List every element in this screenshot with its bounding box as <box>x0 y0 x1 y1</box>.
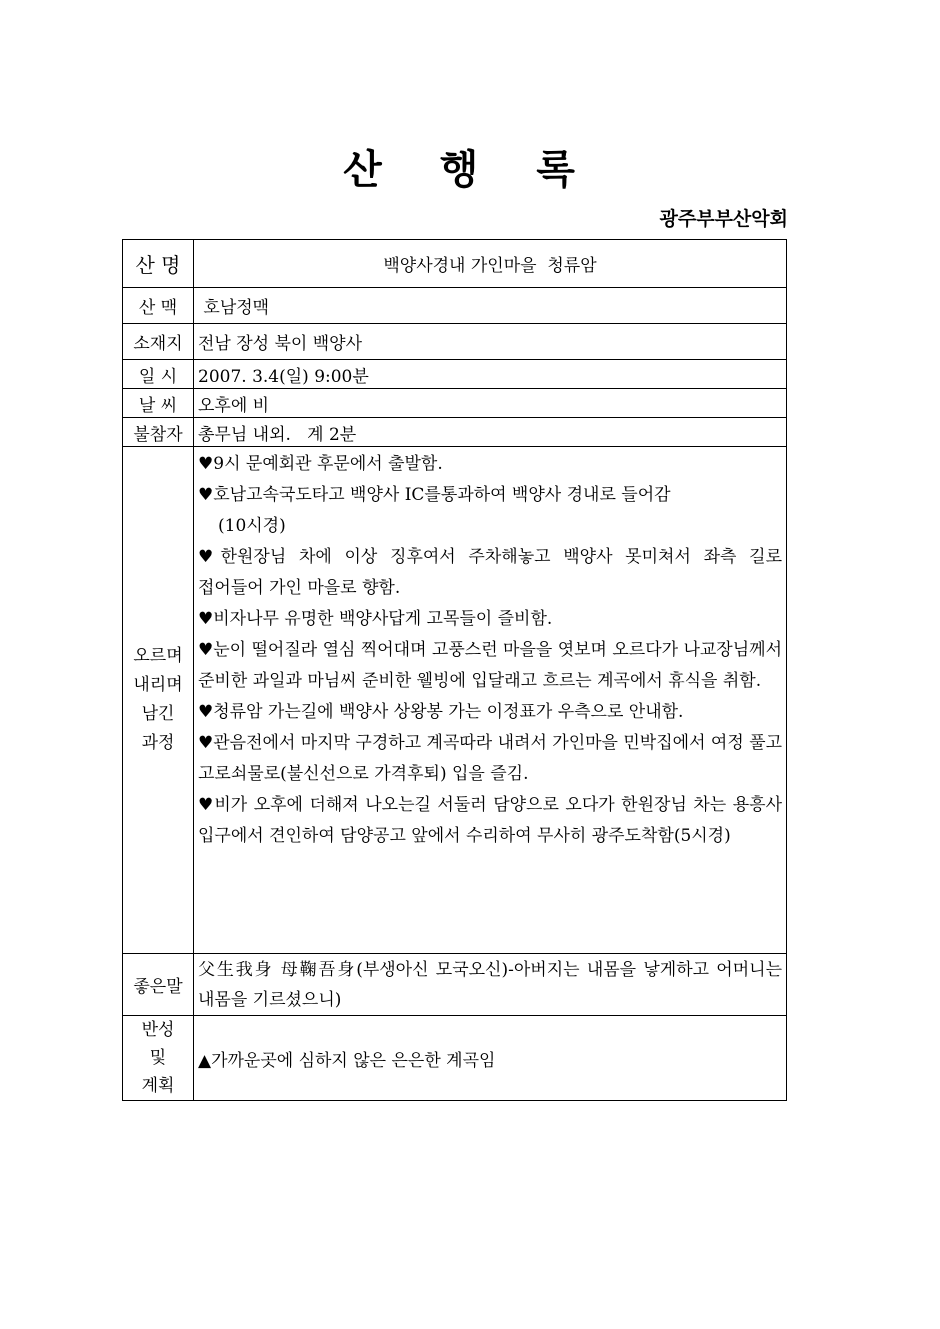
organization-name: 광주부부산악회 <box>659 208 788 230</box>
value-absent: 총무님 내외. 계 2분 <box>194 418 787 447</box>
process-item-continuation: (10시경) <box>218 516 286 536</box>
process-item: ♥비자나무 유명한 백양사답게 고목들이 즐비함. <box>198 609 553 629</box>
value-mountain: 백양사경내 가인마을 청류암 <box>194 240 787 288</box>
process-list <box>198 447 782 888</box>
process-item: ♥비가 오후에 더해져 나오는길 서둘러 담양으로 오다가 한원장님 차는 용흥사 입구에서 견인하여 담양공고 앞에서 수리하여 무사히 광주도착함(5시경) <box>198 795 782 846</box>
value-range: 호남정맥 <box>194 288 787 324</box>
label-mountain: 산 명 <box>123 240 194 288</box>
value-location: 전남 장성 북이 백양사 <box>194 324 787 360</box>
label-datetime: 일 시 <box>123 360 194 389</box>
heart-bullet-icon: ♥ <box>198 795 215 815</box>
row-datetime <box>123 360 787 389</box>
reflection-text: 가까운곳에 심하지 않은 은은한 계곡임 <box>211 1050 496 1071</box>
row-saying <box>123 954 787 1016</box>
label-saying: 좋은말 <box>123 954 194 1016</box>
label-reflection: 반성 및 계획 <box>123 1016 194 1101</box>
row-reflection <box>123 1016 787 1101</box>
triangle-bullet-icon: ▲ <box>198 1050 212 1071</box>
process-item: ♥관음전에서 마지막 구경하고 계곡따라 내려서 가인마을 민박집에서 여정 풀고 고로쇠물로(불신선으로 가격후퇴) 입을 즐김. <box>198 733 782 784</box>
value-weather: 오후에 비 <box>194 389 787 418</box>
process-item: ♥한원장님 차에 이상 징후여서 주차해놓고 백양사 못미쳐서 좌측 길로 접어들어 가인 마을로 향함. <box>198 547 782 598</box>
label-absent: 불참자 <box>123 418 194 447</box>
row-range <box>123 288 787 324</box>
hiking-log-table <box>122 239 787 1101</box>
label-weather: 날 씨 <box>123 389 194 418</box>
row-weather <box>123 389 787 418</box>
row-absent <box>123 418 787 447</box>
row-process <box>123 447 787 954</box>
heart-bullet-icon: ♥ <box>198 454 214 474</box>
heart-bullet-icon: ♥ <box>198 702 214 722</box>
heart-bullet-icon: ♥ <box>198 547 221 567</box>
heart-bullet-icon: ♥ <box>198 640 214 660</box>
heart-bullet-icon: ♥ <box>198 609 214 629</box>
label-location: 소재지 <box>123 324 194 360</box>
value-datetime: 2007. 3.4(일) 9:00분 <box>194 360 787 389</box>
row-location <box>123 324 787 360</box>
page-title: 산 행 록 <box>343 146 597 193</box>
heart-bullet-icon: ♥ <box>198 485 214 505</box>
value-process <box>194 447 787 954</box>
process-item: ♥호남고속국도타고 백양사 IC를통과하여 백양사 경내로 들어감 <box>198 485 671 505</box>
row-mountain <box>123 240 787 288</box>
process-item: ♥눈이 떨어질라 열심 찍어대며 고풍스런 마을을 엿보며 오르다가 나교장님께서 준비한 과일과 마님씨 준비한 웰빙에 입달래고 흐르는 계곡에서 휴식을 취함. <box>198 640 782 691</box>
process-item: ♥9시 문예회관 후문에서 출발함. <box>198 454 443 474</box>
saying-text: 父生我身 母鞠吾身(부생아신 모국오신)-아버지는 내몸을 낳게하고 어머니는 내몸을 기르셨으니) <box>198 960 782 1010</box>
value-reflection <box>194 1016 787 1101</box>
heart-bullet-icon: ♥ <box>198 733 214 753</box>
process-item: ♥청류암 가는길에 백양사 상왕봉 가는 이정표가 우측으로 안내함. <box>198 702 684 722</box>
value-saying <box>194 954 787 1016</box>
label-range: 산 맥 <box>123 288 194 324</box>
label-process: 오르며 내리며 남긴 과정 <box>123 447 194 954</box>
